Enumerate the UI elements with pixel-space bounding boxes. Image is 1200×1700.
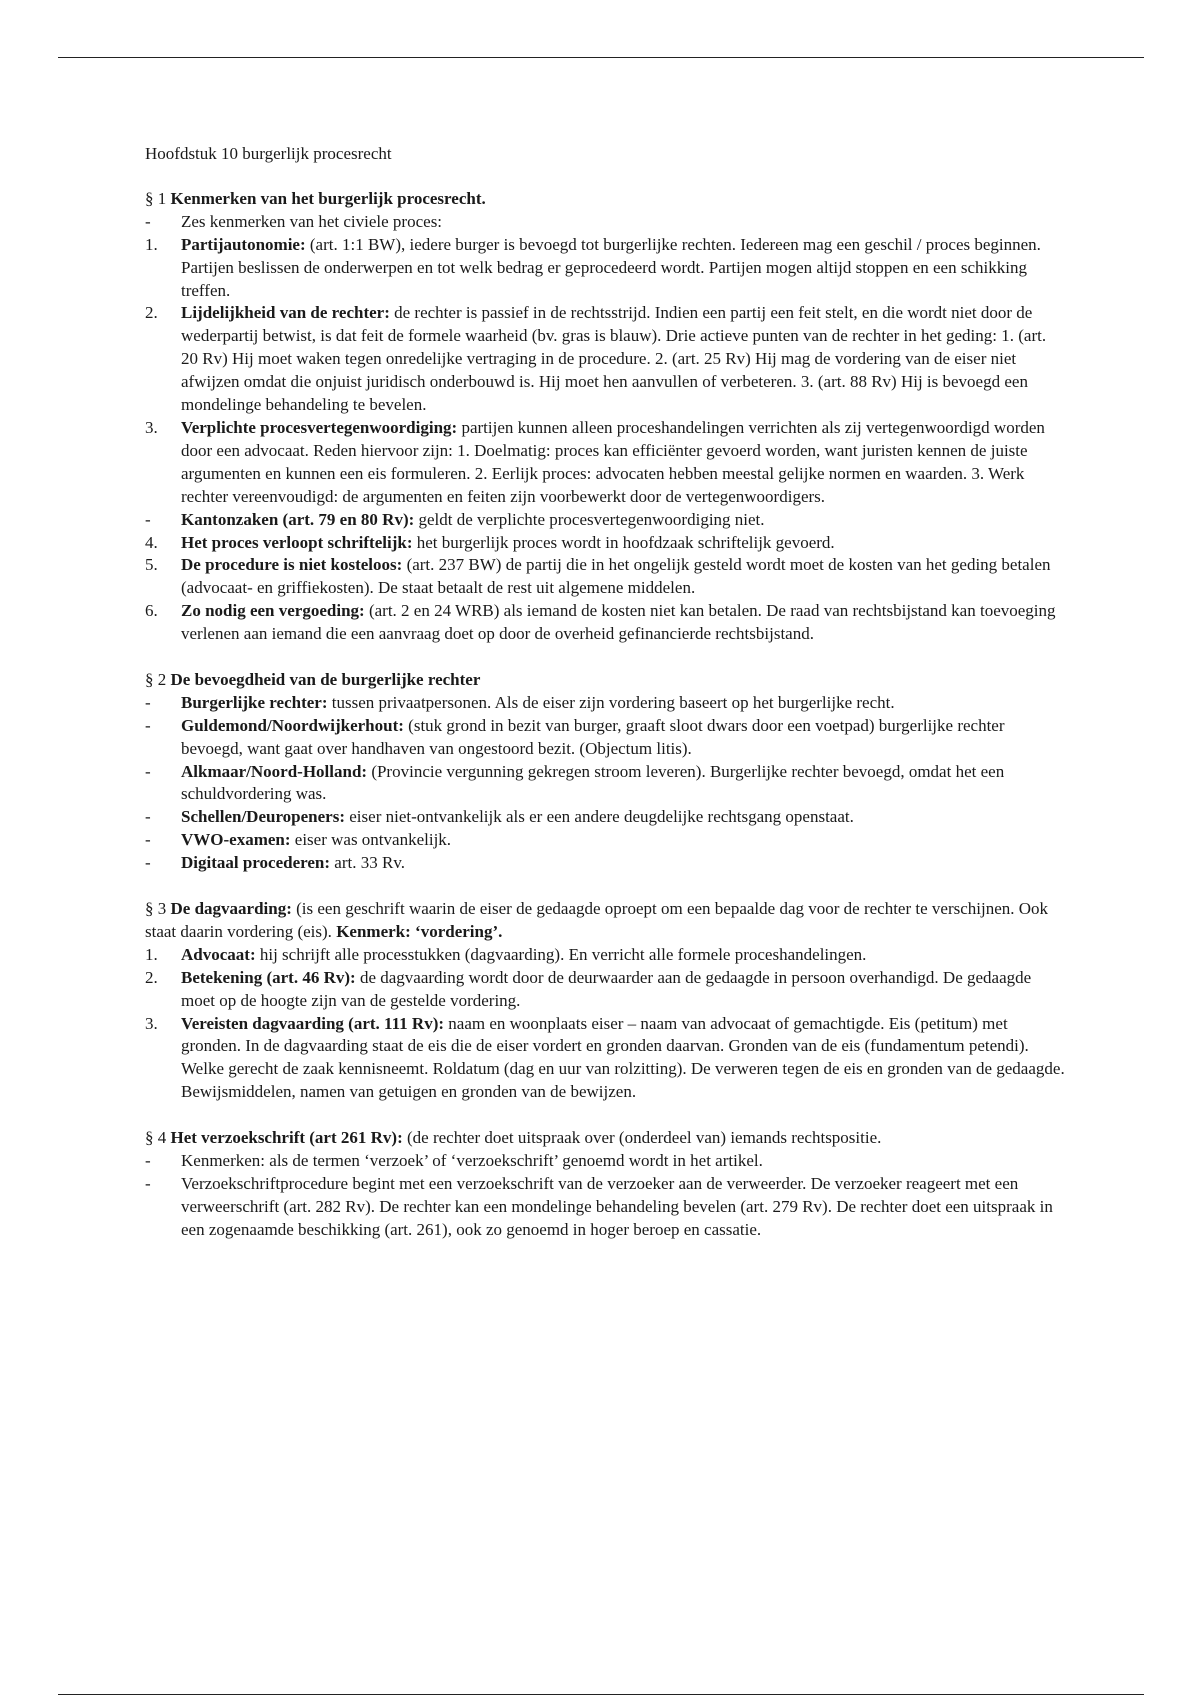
- list-item: - Alkmaar/Noord-Holland: (Provincie vergunning gekregen stroom leveren). Burgerlijke rechter bevoegd, omdat het een schuldvordering was.: [145, 761, 1005, 804]
- section-3: [145, 898, 1065, 1104]
- list-item: 4. Het proces verloopt schriftelijk: het burgerlijk proces wordt in hoofdzaak schriftelijk gevoerd.: [145, 532, 835, 552]
- list-item: 3. Verplichte procesvertegenwoordiging: partijen kunnen alleen proceshandelingen verrichten als zij vertegenwoordigd worden door een advocaat. Reden hiervoor zijn: 1. Doelmatig: proces kan efficiënter gevoerd worden, want juristen kennen de juiste argumenten en kunnen een eis formuleren. 2. Eerlijk proces: advocaten hebben meestal gelijke normen en waarden. 3. Werk rechter vereenvoudigd: de argumenten en feiten zijn voorbewerkt door de vertegenwoordigers.: [145, 417, 1045, 506]
- list-item: - Schellen/Deuropeners: eiser niet-ontvankelijk als er een andere deugdelijke rechtsgang openstaat.: [145, 807, 854, 827]
- list-item: - Digitaal procederen: art. 33 Rv.: [145, 853, 405, 873]
- section-1: [145, 188, 1065, 646]
- list-item: 2. Betekening (art. 46 Rv): de dagvaarding wordt door de deurwaarder aan de gedaagde in persoon overhandigd. De gedaagde moet op de hoogte zijn van de gestelde vordering.: [145, 967, 1032, 1010]
- document-title: Hoofdstuk 10 burgerlijk procesrecht: [145, 144, 392, 163]
- list-item: - Verzoekschriftprocedure begint met een verzoekschrift van de verzoeker aan de verweerder. De verzoeker reageert met een verweerschrift (art. 282 Rv). De rechter kan een mondelinge behandeling bevelen (art. 279 Rv). De rechter doet een uitspraak in een zogenaamde beschikking (art. 261), ook zo genoemd in hoger beroep en cassatie.: [145, 1173, 1053, 1239]
- section-2: [145, 669, 1065, 875]
- list-item: - Kantonzaken (art. 79 en 80 Rv): geldt de verplichte procesvertegenwoordiging niet.: [145, 509, 765, 529]
- list-item: - Zes kenmerken van het civiele proces:: [145, 211, 443, 231]
- list-item: 5. De procedure is niet kosteloos: (art. 237 BW) de partij die in het ongelijk gesteld wordt moet de kosten van het geding betalen (advocaat- en griffiekosten). De staat betaalt de rest uit algemene middelen.: [145, 555, 1051, 598]
- list-item: 2. Lijdelijkheid van de rechter: de rechter is passief in de rechtsstrijd. Indien een partij een feit stelt, en die wordt niet door de wederpartij betwist, is dat feit de formele waarheid (bv. gras is blauw). Drie actieve punten van de rechter in het geding: 1. (art. 20 Rv) Hij moet waken tegen onredelijke vertraging in de procedure. 2. (art. 25 Rv) Hij mag de vordering van de eiser niet afwijzen omdat die onjuist juridisch onderbouwd is. Hij moet hen aanvullen of verbeteren. 3. (art. 88 Rv) Hij is bevoegd een mondelinge behandeling te bevelen.: [145, 303, 1047, 415]
- document-body: [145, 143, 1065, 1264]
- list-item: 3. Vereisten dagvaarding (art. 111 Rv): naam en woonplaats eiser – naam van advocaat of gemachtigde. Eis (petitum) met gronden. In de dagvaarding staat de eis die de eiser vordert en gronden daarvan. Gronden van de eis (fundamentum petendi). Welke gerecht de zaak kennisneemt. Roldatum (dag en uur van rolzitting). De verweren tegen de eis en gronden van de gedaagde. Bewijsmiddelen, namen van getuigen en gronden van de bewijzen.: [145, 1013, 1065, 1102]
- top-rule: [58, 57, 1144, 58]
- list-item: - Burgerlijke rechter: tussen privaatpersonen. Als de eiser zijn vordering baseert op het burgerlijke recht.: [145, 692, 895, 712]
- list-item: - VWO-examen: eiser was ontvankelijk.: [145, 830, 452, 850]
- list-item: 6. Zo nodig een vergoeding: (art. 2 en 24 WRB) als iemand de kosten niet kan betalen. De raad van rechtsbijstand kan toevoeging verlenen aan iemand die een aanvraag doet op door de overheid gefinancierde rechtsbijstand.: [145, 601, 1056, 644]
- section-heading: § 3 De dagvaarding: (is een geschrift waarin de eiser de gedaagde oproept om een bepaalde dag voor de rechter te verschijnen. Ook staat daarin vordering (eis). Kenmerk: ‘vordering’.: [145, 898, 1049, 941]
- list-item: 1. Advocaat: hij schrijft alle processtukken (dagvaarding). En verricht alle formele proceshandelingen.: [145, 944, 867, 964]
- section-4: [145, 1127, 1065, 1242]
- section-heading: § 4 Het verzoekschrift (art 261 Rv): (de rechter doet uitspraak over (onderdeel van) iemands rechtspositie.: [145, 1128, 882, 1148]
- list-item: - Guldemond/Noordwijkerhout: (stuk grond in bezit van burger, graaft sloot dwars door een voetpad) burgerlijke rechter bevoegd, want gaat over handhaven van ongestoord bezit. (Objectum litis).: [145, 715, 1005, 758]
- section-heading: § 2 De bevoegdheid van de burgerlijke rechter: [145, 669, 481, 689]
- section-heading: § 1 Kenmerken van het burgerlijk procesrecht.: [145, 188, 486, 208]
- bottom-rule: [58, 1694, 1144, 1695]
- list-item: 1. Partijautonomie: (art. 1:1 BW), iedere burger is bevoegd tot burgerlijke rechten. Iedereen mag een geschil / proces beginnen. Partijen beslissen de onderwerpen en tot welk bedrag er geprocedeerd wordt. Partijen mogen altijd stoppen en een schikking treffen.: [145, 234, 1041, 300]
- list-item: - Kenmerken: als de termen ‘verzoek’ of ‘verzoekschrift’ genoemd wordt in het artikel.: [145, 1150, 763, 1170]
